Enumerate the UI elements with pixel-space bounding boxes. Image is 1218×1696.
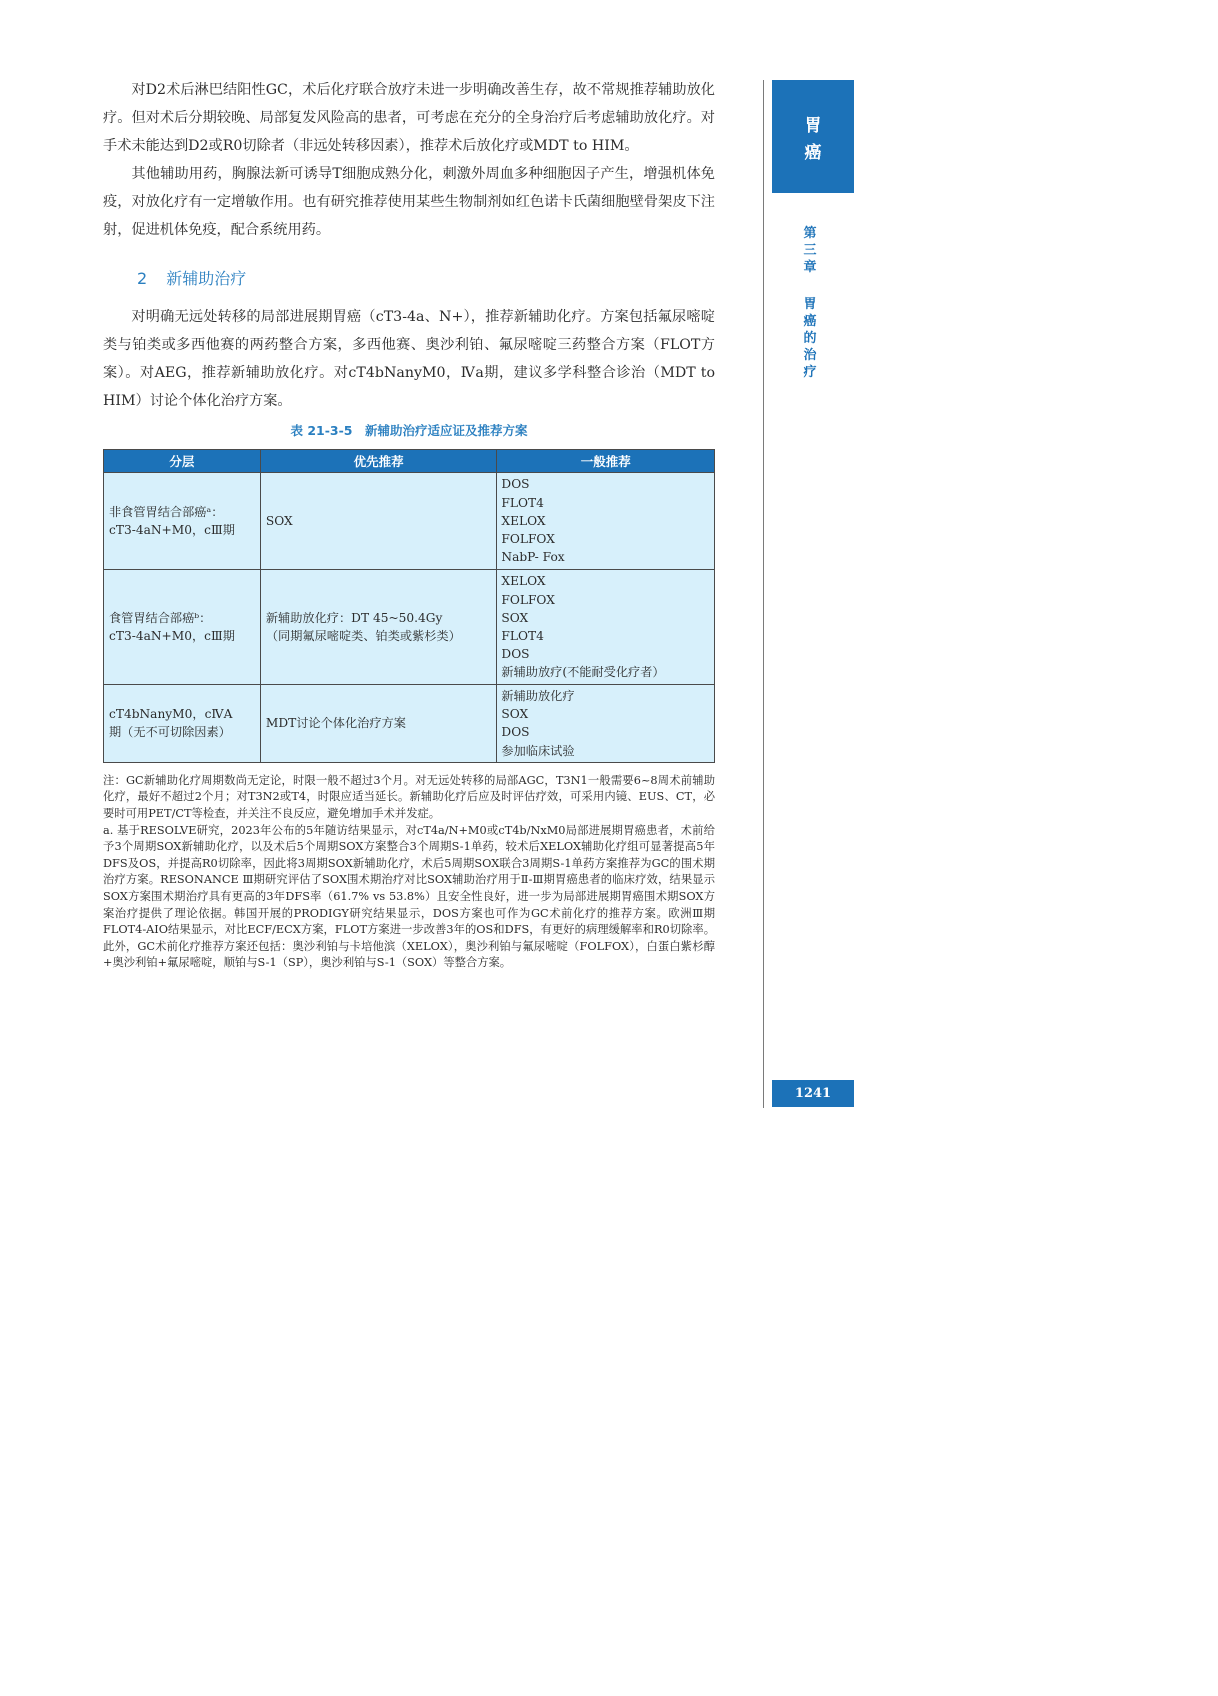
stratum-line: cT3-4aN+M0，cⅢ期 <box>109 523 235 537</box>
regimen-item: 新辅助放化疗 <box>501 689 575 703</box>
regimen-item: FLOT4 <box>501 495 544 510</box>
regimen-item: DOS <box>501 725 530 740</box>
chapter-char: 三 <box>803 243 817 258</box>
section-heading <box>137 266 715 289</box>
chapter-title-char: 治 <box>803 348 817 363</box>
regimen-item: 参加临床试验 <box>501 743 575 758</box>
general-cell <box>497 570 715 685</box>
table-row <box>104 685 715 763</box>
table-caption: 表 21-3-5 新辅助治疗适应证及推荐方案 <box>290 423 528 438</box>
note-general: 注：GC新辅助化疗周期数尚无定论，时限一般不超过3个月。对无远处转移的局部AGC，T3N1一般需要6~8周术前辅助化疗，最好不超过2个月；对T3N2或T4，时限应适当延长。新辅助化疗后应及时评估疗效，可采用内镜、EUS、CT，必要时可用PET/CT等检查，并关注不良反应，避免增加手术并发症。 <box>103 773 715 820</box>
header-preferred: 优先推荐 <box>260 450 497 473</box>
note-a: a. 基于RESOLVE研究，2023年公布的5年随访结果显示，对cT4a/N+M0或cT4b/NxM0局部进展期胃癌患者，术前给予3个周期SOX新辅助化疗，以及术后5个周期SOX方案整合3个周期S-1单药，较术后XELOX辅助化疗组可显著提高5年DFS及OS，并提高R0切除率，因此将3周期SOX新辅助化疗，术后5周期SOX联合3周期S-1单药方案推荐为GC的围术期治疗方案。RESONANCE Ⅲ期研究评估了SOX围术期治疗对比SOX辅助治疗用于Ⅱ-Ⅲ期胃癌患者的临床疗效，结果显示SOX方案围术期治疗具有更高的3年DFS率（61.7% vs 53.8%）且安全性良好，进一步为局部进展期胃癌围术期SOX方案治疗提供了理论依据。韩国开展的PRODIGY研究结果显示，DOS方案也可作为GC术前化疗的推荐方案。欧洲Ⅲ期FLOT4-AIO结果显示，对比ECF/ECX方案，FLOT方案进一步改善3年的OS和DFS，有更好的病理缓解率和R0切除率。此外，GC术前化疗推荐方案还包括：奥沙利铂与卡培他滨（XELOX），奥沙利铂与氟尿嘧啶（FOLFOX），白蛋白紫杉醇+奥沙利铂+氟尿嘧啶，顺铂与S-1（SP），奥沙利铂与S-1（SOX）等整合方案。 <box>103 823 715 970</box>
stratum-line: cT3-4aN+M0，cⅢ期 <box>109 629 235 643</box>
paragraph-postop-radiochemo: 对D2术后淋巴结阳性GC，术后化疗联合放疗未进一步明确改善生存，故不常规推荐辅助放化疗。但对术后分期较晚、局部复发风险高的患者，可考虑在充分的全身治疗后考虑辅助放化疗。对手术未能达到D2或R0切除者（非远处转移因素），推荐术后放化疗或MDT to HIM。 <box>103 82 715 154</box>
chapter-label <box>800 225 820 381</box>
header-stratum: 分层 <box>104 450 261 473</box>
stratum-line: 食管胃结合部癌ᵇ： <box>109 611 212 625</box>
section-title: 新辅助治疗 <box>166 269 247 288</box>
header-general: 一般推荐 <box>497 450 715 473</box>
table-header-row <box>104 450 715 473</box>
stratum-cell <box>104 685 261 763</box>
regimen-item: DOS <box>501 477 530 492</box>
regimen-item: XELOX <box>501 513 546 528</box>
stratum-line: 非食管胃结合部癌ᵃ： <box>109 505 224 519</box>
page-number: 1241 <box>772 1080 854 1107</box>
stratum-line: cT4bNanyM0，cⅣA <box>109 707 233 722</box>
regimen-item: XELOX <box>501 574 546 589</box>
regimen-item: SOX <box>501 610 529 625</box>
regimen-item: NabP- Fox <box>501 550 565 565</box>
paragraph-neoadjuvant: 对明确无远处转移的局部进展期胃癌（cT3-4a、N+），推荐新辅助化疗。方案包括氟尿嘧啶类与铂类或多西他赛的两药整合方案，多西他赛、奥沙利铂、氟尿嘧啶三药整合方案（FLOT方案）。对AEG，推荐新辅助放化疗。对cT4bNanyM0，Ⅳa期，建议多学科整合诊治（MDT to HIM）讨论个体化治疗方案。 <box>103 309 715 409</box>
section-tab <box>772 80 854 193</box>
regimen-item: FOLFOX <box>501 592 555 607</box>
margin-rule <box>763 80 764 1108</box>
regimen-item: 新辅助放疗(不能耐受化疗者） <box>501 665 665 680</box>
preferred-line: SOX <box>265 514 293 528</box>
main-content <box>103 76 715 972</box>
stratum-cell <box>104 570 261 685</box>
neoadjuvant-table <box>103 449 715 763</box>
preferred-cell <box>260 685 497 763</box>
regimen-item: SOX <box>501 707 529 722</box>
chapter-char: 章 <box>803 260 817 275</box>
table-row <box>104 570 715 685</box>
chapter-gap <box>800 276 820 296</box>
table-notes <box>103 773 715 972</box>
regimen-item: FOLFOX <box>501 532 555 547</box>
tab-char: 胃 <box>804 116 822 136</box>
preferred-line: （同期氟尿嘧啶类、铂类或紫杉类） <box>265 629 461 643</box>
chapter-title-char: 胃 <box>803 297 817 312</box>
general-cell <box>497 685 715 763</box>
stratum-line: 期（无不可切除因素） <box>109 725 231 740</box>
section-number: 2 <box>137 269 148 288</box>
preferred-cell <box>260 570 497 685</box>
regimen-item: DOS <box>501 647 530 662</box>
preferred-line: MDT讨论个体化治疗方案 <box>265 716 406 731</box>
paragraph-adjuvant-drugs: 其他辅助用药，胸腺法新可诱导T细胞成熟分化，刺激外周血多种细胞因子产生，增强机体免疫，对放化疗有一定增敏作用。也有研究推荐使用某些生物制剂如红色诺卡氏菌细胞壁骨架皮下注射，促进机体免疫，配合系统用药。 <box>103 166 715 238</box>
chapter-title-char: 疗 <box>803 365 817 380</box>
table-row <box>104 473 715 570</box>
preferred-cell <box>260 473 497 570</box>
regimen-item: FLOT4 <box>501 629 544 643</box>
general-cell <box>497 473 715 570</box>
chapter-char: 第 <box>803 226 817 241</box>
tab-char: 癌 <box>804 143 822 163</box>
stratum-cell <box>104 473 261 570</box>
chapter-title-char: 的 <box>803 331 817 346</box>
preferred-line: 新辅助放化疗：DT 45~50.4Gy <box>265 611 443 625</box>
chapter-title-char: 癌 <box>803 314 817 329</box>
